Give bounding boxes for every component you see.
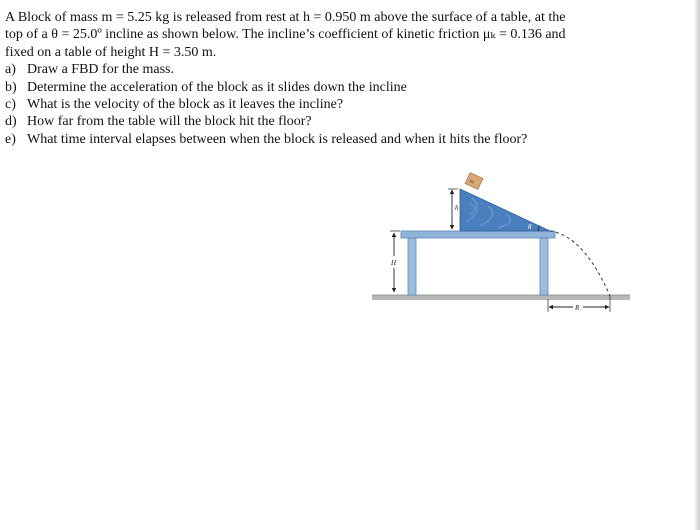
part-c bbox=[5, 96, 617, 113]
problem-intro-line-3: fixed on a table of height H = 3.50 m. bbox=[5, 44, 217, 60]
part-b bbox=[5, 79, 617, 96]
R-label: R bbox=[575, 304, 580, 312]
incline-table-diagram bbox=[370, 170, 640, 320]
part-d-label: d) bbox=[5, 114, 17, 130]
part-b-text: Determine the acceleration of the block as it slides down the incline bbox=[27, 79, 407, 95]
block-label: m bbox=[468, 178, 475, 186]
part-a bbox=[5, 61, 617, 78]
table-top bbox=[401, 231, 555, 238]
part-a-label: a) bbox=[5, 62, 16, 78]
table-leg-right bbox=[540, 238, 548, 295]
problem-intro-line-1: A Block of mass m = 5.25 kg is released from rest at h = 0.950 m above the surface of a table, at the bbox=[5, 10, 566, 25]
h-label: h bbox=[455, 204, 459, 212]
part-c-label: c) bbox=[5, 97, 16, 113]
theta-label: θ bbox=[528, 223, 532, 231]
problem-statement bbox=[5, 9, 617, 148]
part-e bbox=[5, 131, 617, 148]
H-label: H bbox=[391, 259, 397, 267]
page-edge-shadow bbox=[694, 0, 700, 530]
trajectory-path bbox=[550, 231, 610, 296]
part-a-text: Draw a FBD for the mass. bbox=[27, 62, 174, 78]
problem-intro-line-2: top of a θ = 25.0º incline as shown below. The incline’s coefficient of kinetic friction μₖ = 0.136 and bbox=[5, 27, 566, 43]
incline-wedge bbox=[460, 189, 550, 231]
part-d bbox=[5, 113, 617, 130]
part-d-text: How far from the table will the block hit the floor? bbox=[27, 114, 312, 130]
part-e-text: What time interval elapses between when the block is released and when it hits the floor? bbox=[27, 131, 528, 147]
floor bbox=[372, 295, 630, 300]
part-b-label: b) bbox=[5, 79, 17, 95]
table-leg-left bbox=[408, 238, 416, 295]
part-e-label: e) bbox=[5, 131, 16, 147]
part-c-text: What is the velocity of the block as it leaves the incline? bbox=[27, 97, 344, 113]
